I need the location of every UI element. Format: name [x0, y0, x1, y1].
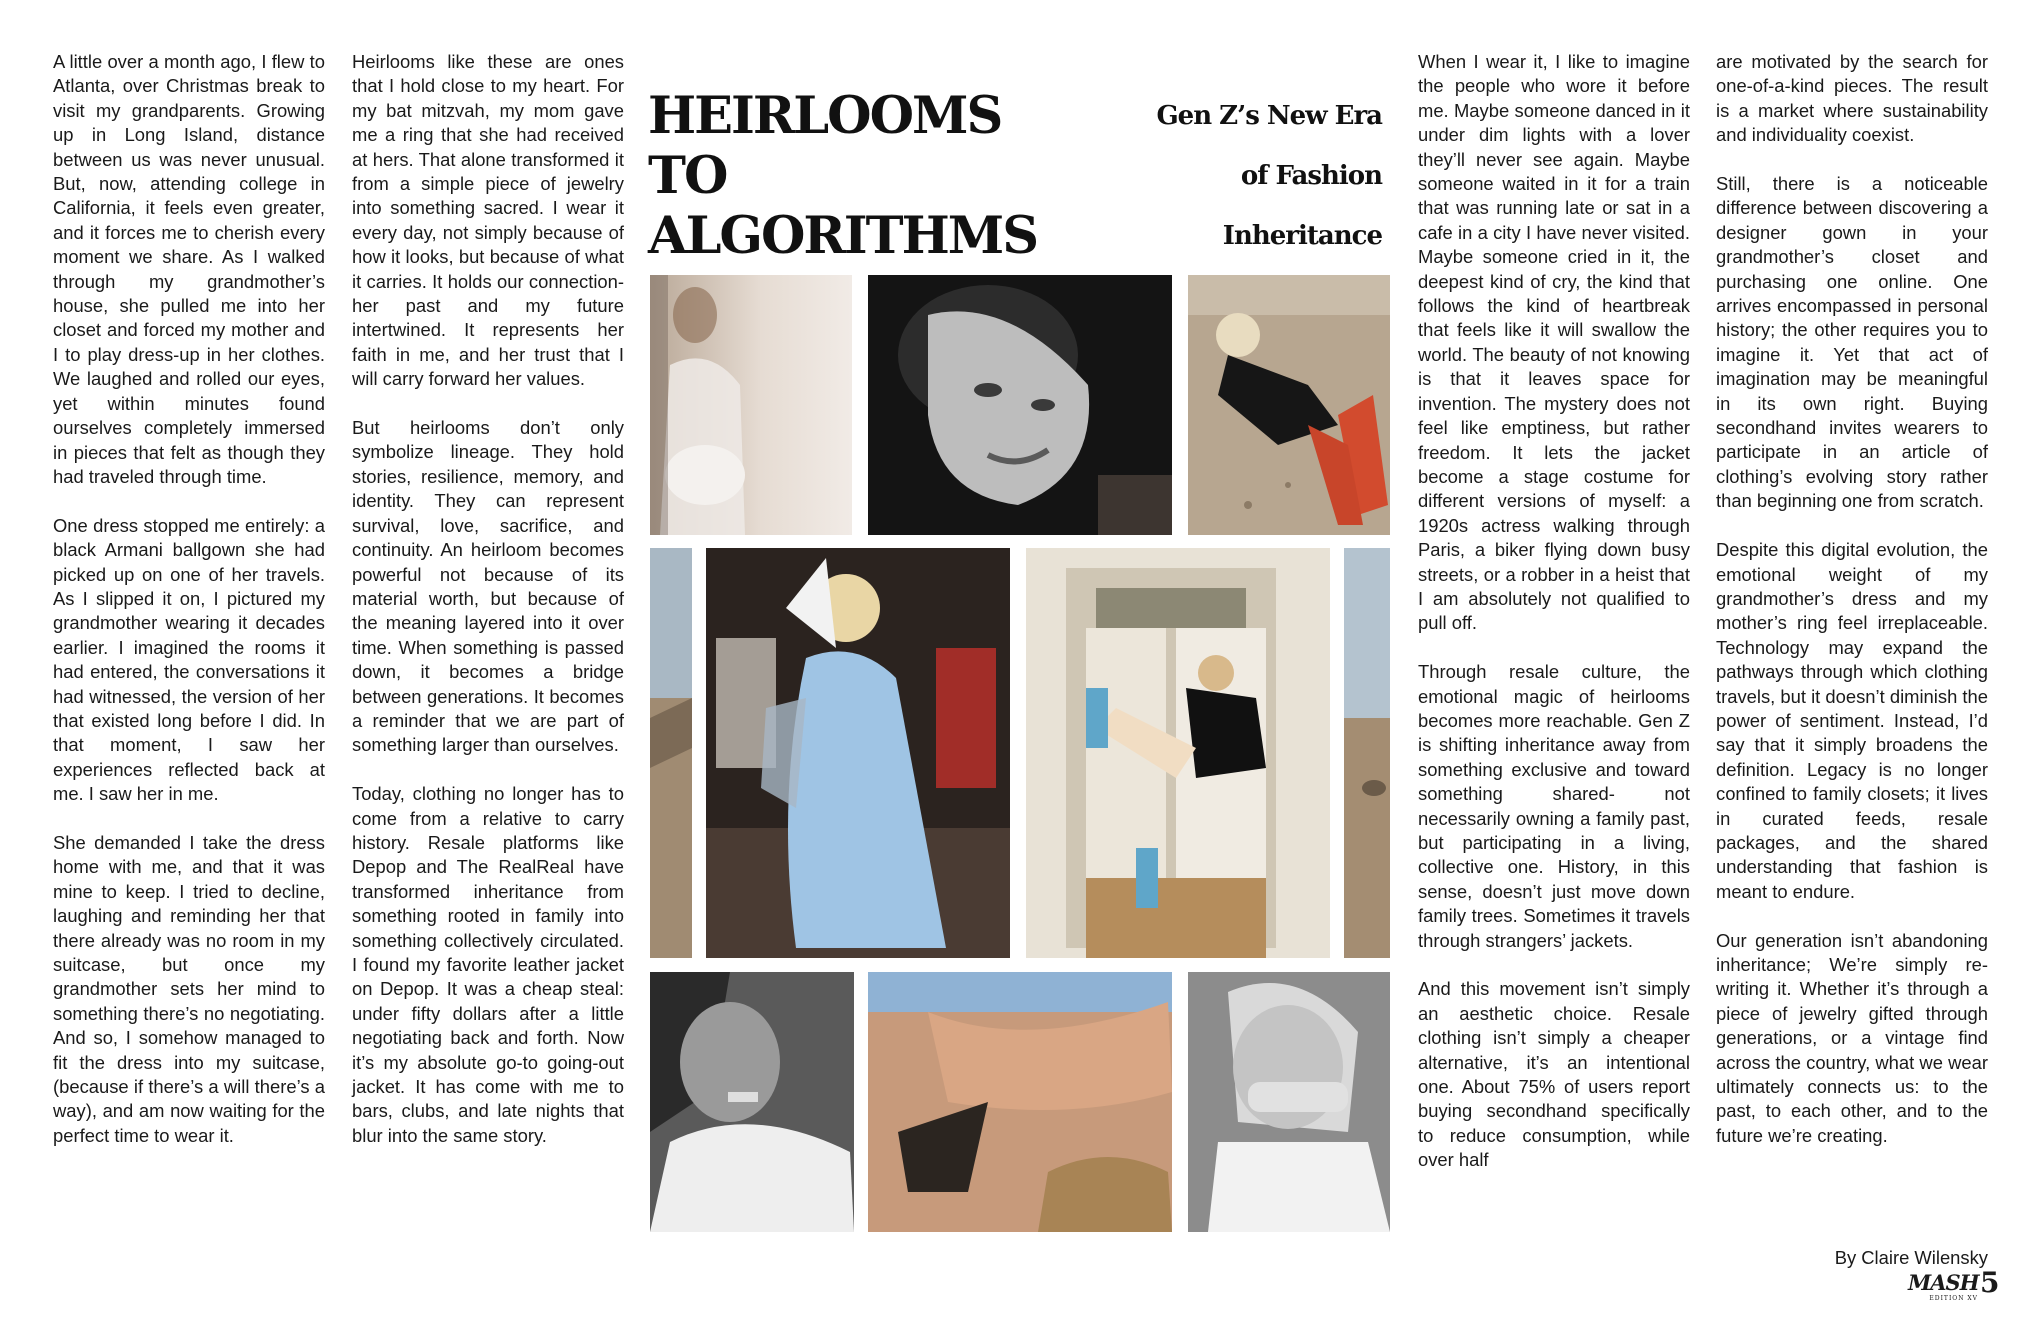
magazine-logo: MASH: [1908, 1270, 1979, 1295]
photo-woman-desert-vinyl: [1188, 275, 1390, 535]
paragraph: One dress stopped me entirely: a black Armani ballgown she had picked up on one of her travels. As I slipped it on, I pictured my grandmother wearing it decades earlier. I imagined the rooms it had entered, the conversations it had witnessed, the version of her that existed long before I did. In that moment, I saw her experiences reflected back at me. I saw her in me.: [53, 514, 325, 805]
paragraph: And this movement isn’t simply an aesthetic choice. Resale clothing isn’t simply a cheaper alternative, it’s an intentional one. About 75% of users report buying secondhand specifically to reduce consumption, while over half: [1418, 978, 1690, 1171]
magazine-edition: EDITION XV: [1929, 1295, 1978, 1302]
article-column-3: [1418, 50, 1690, 1197]
paragraph: But heirlooms don’t only symbolize lineage. They hold stories, resilience, memory, and identity. They can represent survival, love, sacrifice, and continuity. An heirloom becomes powerful not because of its material worth, but because of the meaning layered into it over time. When something is passed down, it becomes a bridge between generations. It becomes a reminder that we are part of something larger than ourselves.: [352, 417, 624, 756]
article-deck: [1080, 86, 1382, 266]
paragraph: Through resale culture, the emotional magic of heirlooms becomes more reachable. Gen Z is shifting inheritance away from something exclusive and toward something shared- not necessarily owning a family past, but participating in a living, collective one. History, in this sense, doesn’t just move down family trees. Sometimes it travels through strangers’ jackets.: [1418, 661, 1690, 951]
photo-woman-doorway-kick: [1026, 548, 1330, 958]
paragraph: She demanded I take the dress home with me, and that it was mine to keep. I tried to decline, laughing and reminding her that there already was no room in my suitcase, but once my grandmother sets her mind to something there’s no negotiating. And so, I somehow managed to fit the dress into my suitcase, (because if there’s a will there’s a way), and am now waiting for the perfect time to wear it.: [53, 831, 325, 1146]
paragraph: A little over a month ago, I flew to Atlanta, over Christmas break to visit my grandparents. Growing up in Long Island, distance between us was never unusual. But, now, attending college in California, it feels even greater, and it forces me to cherish every moment we share. As I walked through my grandmother’s house, she pulled me into her closet and forced my mother and I to play dress-up in her clothes. We laughed and rolled our eyes, yet within minutes found ourselves completely immersed in pieces that felt as though they had traveled through time.: [53, 51, 325, 487]
photo-arm-bikini-sunlight: [868, 972, 1172, 1232]
article-column-1: [53, 50, 325, 1173]
paragraph: are motivated by the search for one-of-a-kind pieces. The result is a market where sustainability and individuality coexist.: [1716, 51, 1988, 146]
deck-line: of Fashion: [1240, 161, 1382, 191]
paragraph: Still, there is a noticeable difference between discovering a designer gown in your grandmother’s closet and purchasing one online. One arrives encompassed in personal history; the other requires you to imagine it. Yet that act of imagination may be meaningful in its own right. Buying secondhand invites wearers to participate in an article of clothing’s evolving story rather than beginning one from scratch.: [1716, 173, 1988, 512]
article-column-2: [352, 50, 624, 1173]
article-headline: [648, 86, 1048, 266]
headline-line: TO: [648, 146, 727, 206]
page-number: 5: [1980, 1266, 2000, 1299]
deck-line: Gen Z’s New Era: [1156, 101, 1382, 131]
headline-line: ALGORITHMS: [648, 206, 1038, 266]
paragraph: Our generation isn’t abandoning inheritance; We’re simply re-writing it. Whether it’s through a piece of jewelry gifted through generations, or a vintage find across the country, what we wear ultimately connects us: to the past, to each other, and to the future we’re creating.: [1716, 929, 1988, 1146]
article-column-4: [1716, 50, 1988, 1173]
photo-desert-strip-left: [650, 548, 692, 958]
photo-woman-hand-face-bw: [1188, 972, 1390, 1232]
deck-line: Inheritance: [1222, 221, 1382, 251]
paragraph: When I wear it, I like to imagine the people who wore it before me. Maybe someone danced in it under dim lights with a lover they’ll never see again. Maybe someone waited in it for a train that was running late or sat in a cafe in a city I have never visited. Maybe someone cried in it, the deepest kind of cry, the kind that follows the kind of heartbreak that feels like it will swallow the world. The beauty of not knowing is that it leaves space for invention. The mystery does not feel like emptiness, but rather freedom. It lets the jacket become a stage costume for different versions of myself: a 1920s actress walking through Paris, a biker flying down busy streets, or a robber in a heist that I am absolutely not qualified to pull off.: [1418, 51, 1690, 634]
byline: By Claire Wilensky: [1834, 1247, 1988, 1268]
paragraph: Despite this digital evolution, the emotional weight of my grandmother’s dress and my mother’s ring feel irreplaceable. Technology may expand the pathways through which clothing travels, but it doesn’t diminish the power of sentiment. Instead, I’d say that it simply broadens the definition. Legacy is no longer confined to family closets; it lives in curated feeds, resale packages, and the shared understanding that fashion is meant to endure.: [1716, 539, 1988, 902]
photo-desert-strip-right: [1344, 548, 1390, 958]
photo-woman-portrait-bw: [868, 275, 1172, 535]
photo-blurred-figure: [650, 275, 852, 535]
photo-woman-blue-gown-fan: [706, 548, 1010, 958]
paragraph: Today, clothing no longer has to come from a relative to carry history. Resale platforms like Depop and The RealReal have transformed inheritance from something rooted in family into something collectively circulated. I found my favorite leather jacket on Depop. It was a cheap steal: under fifty dollars after a little negotiating back and forth. Now it’s my absolute go-to going-out jacket. It has come with me to bars, clubs, and late nights that blur into the same story.: [352, 783, 624, 1146]
headline-line: HEIRLOOMS: [648, 86, 1002, 146]
photo-woman-white-shirt-bw: [650, 972, 854, 1232]
paragraph: Heirlooms like these are ones that I hold close to my heart. For my bat mitzvah, my mom gave me a ring that she had received at hers. That alone transformed it from a simple piece of jewelry into something sacred. I wear it every day, not simply because of how it looks, but because of what it carries. It holds our connection- her past and my future intertwined. It represents her faith in me, and her trust that I will carry forward her values.: [352, 51, 624, 390]
